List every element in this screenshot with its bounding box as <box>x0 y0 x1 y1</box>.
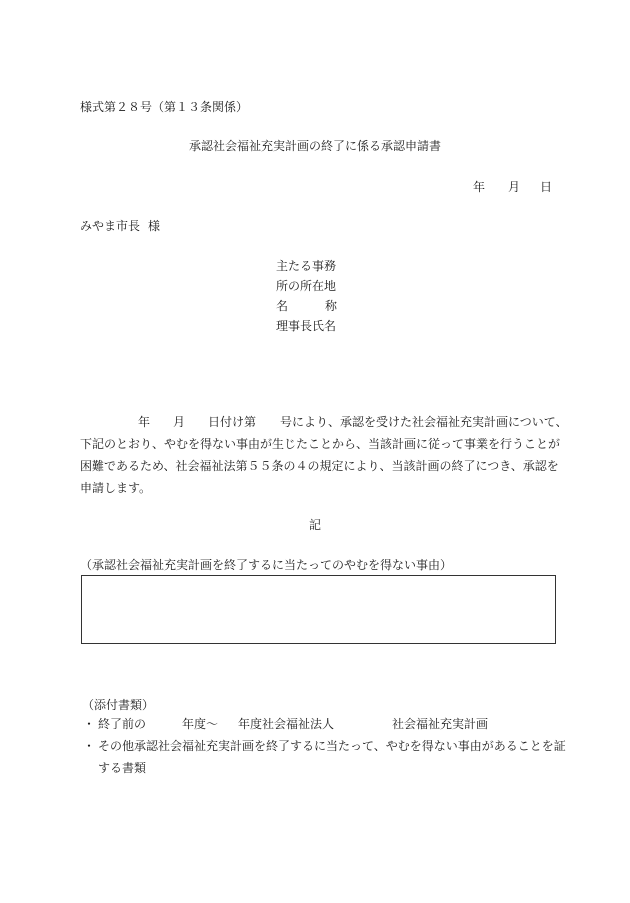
body-line-1: 号により、承認を受けた社会福祉充実計画について、 <box>280 415 568 429</box>
applicant-name-label-b: 称 <box>325 299 338 313</box>
addressee-honorific: 様 <box>148 219 161 233</box>
date-month-label: 月 <box>508 180 521 194</box>
addressee-name: みやま市長 <box>80 219 141 233</box>
attachment-2-line-2: する書類 <box>98 761 147 775</box>
applicant-office-label-2: 所の所在地 <box>276 279 337 293</box>
attachment-1-part-a: 終了前の <box>98 717 147 731</box>
body-line-3: 困難であるため、社会福祉法第５５条の４の規定により、当該計画の終了につき、承認を <box>80 459 559 473</box>
reason-input-box[interactable] <box>81 575 556 644</box>
body-dated: 日付け第 <box>208 415 257 429</box>
reason-label: （承認社会福祉充実計画を終了するに当たってのやむを得ない事由） <box>80 558 453 572</box>
body-year: 年 <box>138 415 151 429</box>
applicant-name-label-a: 名 <box>276 299 289 313</box>
attachments-label: （添付書類） <box>82 698 155 712</box>
date-year-label: 年 <box>473 180 486 194</box>
bullet-1: ・ <box>83 717 96 731</box>
attachment-1-part-c: 年度社会福祉法人 <box>238 717 335 731</box>
attachment-1-part-b: 年度～ <box>182 717 219 731</box>
ki-heading: 記 <box>308 518 321 532</box>
body-month: 月 <box>173 415 186 429</box>
form-number: 様式第２８号（第１３条関係） <box>80 100 249 114</box>
attachment-2-line-1: その他承認社会福祉充実計画を終了するに当たって、やむを得ない事由があることを証 <box>98 739 566 753</box>
applicant-chairman-label: 理事長氏名 <box>276 319 337 333</box>
date-day-label: 日 <box>540 180 553 194</box>
document-title: 承認社会福祉充実計画の終了に係る承認申請書 <box>188 139 441 153</box>
bullet-2: ・ <box>83 739 96 753</box>
attachment-1-part-d: 社会福祉充実計画 <box>392 717 489 731</box>
applicant-office-label-1: 主たる事務 <box>276 259 337 273</box>
body-line-2: 下記のとおり、やむを得ない事由が生じたことから、当該計画に従って事業を行うことが <box>80 437 561 451</box>
body-line-4: 申請します。 <box>80 481 152 495</box>
